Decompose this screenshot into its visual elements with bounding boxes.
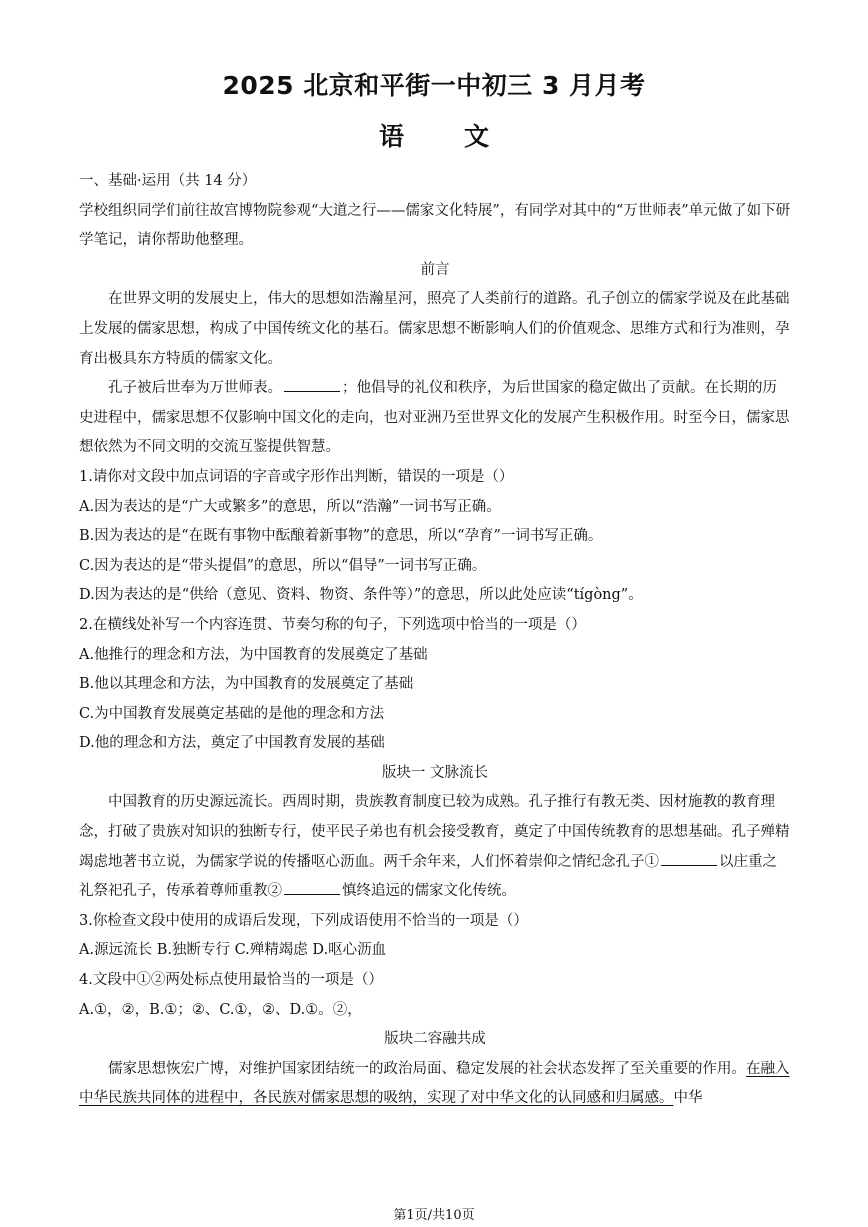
block-1-text: 中国教育的历史源远流长。西周时期，贵族教育制度已较为成熟。孔子推行有教无类、因材施教的教育理念，打破了贵族对知识的独断专行，使平民子弟也有机会接受教育，奠定了中国传统教育的思想基础。孔子殚精竭虑地著书立说，为儒家学说的传播呕心沥血。两千余年来，人们怀着崇仰之情纪念孔子	[79, 794, 790, 870]
question-1-stem: 1.请你对文段中加点词语的字音或字形作出判断，错误的一项是（）	[79, 468, 514, 485]
block-2-paragraph	[79, 1055, 791, 1114]
section-intro: 学校组织同学们前往故宫博物院参观“大道之行——儒家文化特展”，有同学对其中的“万世师表”单元做了如下研学笔记，请你帮助他整理。	[79, 202, 791, 249]
page-number: 第1页/共10页	[393, 1208, 475, 1223]
question-1-option-d: D.因为表达的是“供给（意见、资料、物资、条件等）”的意思，所以此处应读“tígòng”。	[79, 587, 643, 604]
question-3-stem: 3.你检查文段中使用的成语后发现，下列成语使用不恰当的一项是（）	[79, 912, 528, 929]
preface-p2-start: 孔子被后世奉为万世师表。	[108, 380, 282, 397]
question-1-option-b: B.因为表达的是“在既有事物中酝酿着新事物”的意思，所以“孕育”一词书写正确。	[79, 528, 603, 545]
block-2-tail: 中华	[673, 1090, 703, 1107]
question-1-option-a: A.因为表达的是“广大或繁多”的意思，所以“浩瀚”一词书写正确。	[79, 498, 501, 515]
preface-paragraph-1: 在世界文明的发展史上，伟大的思想如浩瀚星河，照亮了人类前行的道路。孔子创立的儒家学说及在此基础上发展的儒家思想，构成了中国传统文化的基石。儒家思想不断影响人们的价值观念、思维方式和行为准则，孕育出极具东方特质的儒家文化。	[79, 291, 790, 367]
subject-title: 语文	[378, 122, 549, 151]
underlined-sentence: 在融入中华民族共同体的进程中，各民族对儒家思想的吸纳，实现了对中华文化的认同感和归属感。	[79, 1060, 790, 1107]
question-4-options: A.①，②，B.①；②、C.①，②、D.①。②，	[79, 1001, 362, 1018]
block-2-text: 儒家思想恢宏广博，对维护国家团结统一的政治局面、稳定发展的社会状态发挥了至关重要的作用。	[108, 1060, 746, 1077]
question-4-stem: 4.文段中①②两处标点使用最恰当的一项是（）	[79, 972, 383, 989]
question-2-option-a: A.他推行的理念和方法，为中国教育的发展奠定了基础	[79, 646, 428, 663]
preface-p2-end: ；他倡导的礼仪和秩序，为后世国家的稳定做出了贡献。在长期的历史进程中，儒家思想不仅影响中国文化的走向，也对亚洲乃至世界文化的发展产生积极作用。时至今日，儒家思想依然为不同文明的交流互鉴提供智慧。	[79, 380, 790, 456]
block-2-heading: 版块二容融共成	[384, 1031, 486, 1048]
fill-blank	[284, 374, 340, 392]
marker-1: ①	[644, 853, 659, 870]
question-2-option-c: C.为中国教育发展奠定基础的是他的理念和方法	[79, 705, 385, 722]
question-2-stem: 2.在横线处补写一个内容连贯、节奏匀称的句子，下列选项中恰当的一项是（）	[79, 616, 586, 633]
question-1-option-c: C.因为表达的是“带头提倡”的意思，所以“倡导”一词书写正确。	[79, 557, 487, 574]
question-2-option-d: D.他的理念和方法，奠定了中国教育发展的基础	[79, 735, 385, 752]
fill-blank-1	[661, 848, 717, 866]
exam-content	[79, 167, 791, 1114]
marker-2: ②	[267, 883, 282, 900]
question-2-option-b: B.他以其理念和方法，为中国教育的发展奠定了基础	[79, 676, 414, 693]
block-1-end: 慎终追远的儒家文化传统。	[342, 883, 516, 900]
section-heading: 一、基础·运用（共 14 分）	[79, 173, 257, 189]
question-3-options: A.源远流长 B.独断专行 C.殚精竭虑 D.呕心沥血	[79, 942, 387, 959]
fill-blank-2	[284, 877, 340, 895]
block-1-heading: 版块一 文脉流长	[381, 764, 489, 781]
preface-paragraph-2	[79, 374, 791, 463]
block-1-paragraph	[79, 788, 791, 906]
block-1-mid: 以庄重之礼祭祀孔子，传承着尊师重教	[79, 853, 777, 900]
preface-heading: 前言	[420, 261, 450, 278]
exam-title: 2025 北京和平街一中初三 3 月月考	[222, 71, 646, 100]
